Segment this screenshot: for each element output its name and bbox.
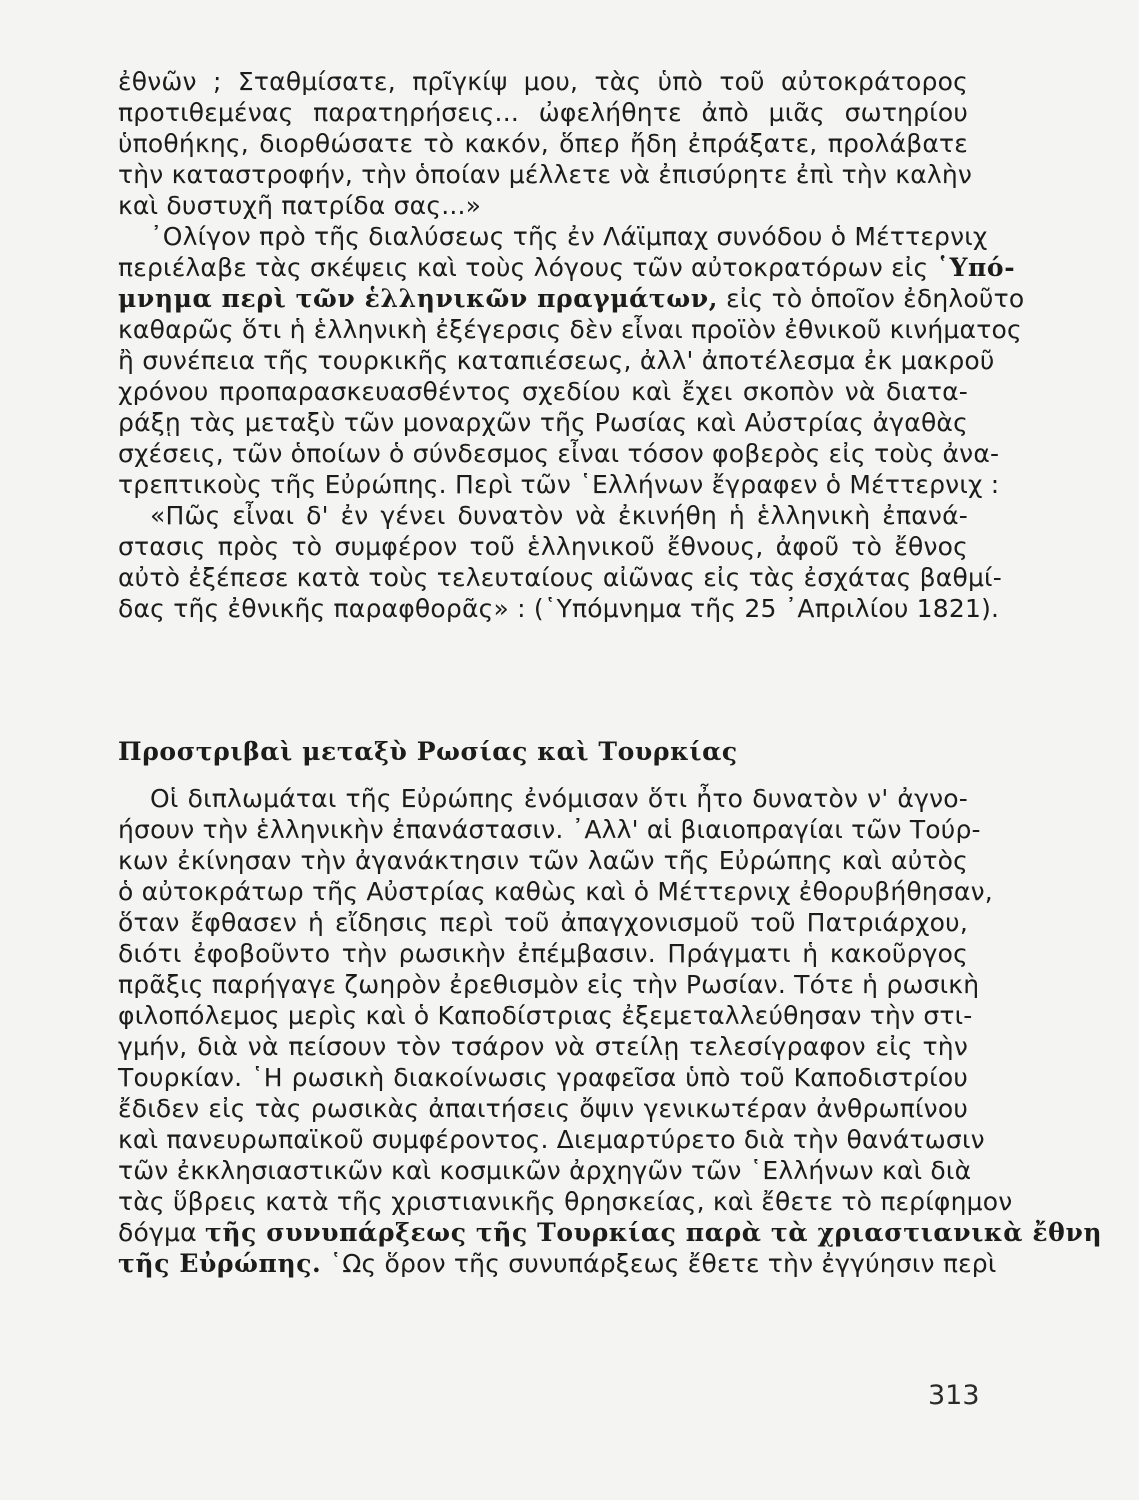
text-line (118, 252, 1016, 283)
text-line: προτιθεμένας παρατηρήσεις... ὠφελήθητε ἀπὸ μιᾶς σωτηρίου (118, 98, 968, 127)
text-line: γμήν, διὰ νὰ πείσουν τὸν τσάρον νὰ στείλῃ τελεσίγραφον εἰς τὴν (118, 1032, 968, 1061)
bold-title-run: μνημα περὶ τῶν ἑλληνικῶν πραγμάτων, (118, 284, 719, 313)
text-line: στασις πρὸς τὸ συμφέρον τοῦ ἑλληνικοῦ ἔθνους, ἀφοῦ τὸ ἔθνος (118, 532, 968, 561)
text-line (118, 1248, 997, 1279)
text-line: πρᾶξις παρήγαγε ζωηρὸν ἐρεθισμὸν εἰς τὴν Ρωσίαν. Τότε ἡ ρωσικὴ (118, 970, 980, 999)
text-line: δας τῆς ἐθνικῆς παραφθορᾶς» : (῾Υπόμνημα τῆς 25 ᾿Απριλίου 1821). (118, 594, 1000, 623)
text-line (118, 1217, 1103, 1248)
section-heading: Προστριβαὶ μεταξὺ Ρωσίας καὶ Τουρκίας (118, 737, 738, 766)
text-line: ράξῃ τὰς μεταξὺ τῶν μοναρχῶν τῆς Ρωσίας καὶ Αὐστρίας ἀγαθὰς (118, 408, 968, 437)
text-line: αὐτὸ ἐξέπεσε κατὰ τοὺς τελευταίους αἰῶνας εἰς τὰς ἐσχάτας βαθμί- (118, 563, 1002, 592)
text-line: ὁ αὐτοκράτωρ τῆς Αὐστρίας καθὼς καὶ ὁ Μέττερνιχ ἐθορυβήθησαν, (118, 877, 993, 906)
text-line: ὑποθήκης, διορθώσατε τὸ κακόν, ὅπερ ἤδη ἐπράξατε, προλάβατε (118, 129, 968, 158)
text-line: διότι ἐφοβοῦντο τὴν ρωσικὴν ἐπέμβασιν. Πράγματι ἡ κακοῦργος (118, 939, 968, 968)
text-line: φιλοπόλεμος μερὶς καὶ ὁ Καποδίστριας ἐξεμεταλλεύθησαν τὴν στι- (118, 1001, 973, 1030)
text-block-lower (118, 783, 1103, 1279)
text-line: χρόνου προπαρασκευασθέντος σχεδίου καὶ ἔχει σκοπὸν νὰ διατα- (118, 377, 968, 406)
text-line: ἔδιδεν εἰς τὰς ρωσικὰς ἀπαιτήσεις ὄψιν γενικωτέραν ἀνθρωπίνου (118, 1094, 968, 1123)
bold-phrase-run: τῆς συνυπάρξεως τῆς Τουρκίας παρὰ τὰ χριαστιανικὰ ἔθνη (204, 1218, 1103, 1247)
text-run: περιέλαβε τὰς σκέψεις καὶ τοὺς λόγους τῶν αὐτοκρατόρων εἰς (118, 253, 929, 282)
paragraph-start-line: Οἱ διπλωμάται τῆς Εὐρώπης ἐνόμισαν ὅτι ἦτο δυνατὸν ν' ἀγνο- (150, 784, 968, 813)
text-run: δόγμα (118, 1218, 197, 1247)
text-run: εἰς τὸ ὁποῖον ἐδηλοῦτο (726, 284, 1025, 313)
text-line: Τουρκίαν. ῾Η ρωσικὴ διακοίνωσις γραφεῖσα ὑπὸ τοῦ Καποδιστρίου (118, 1063, 968, 1092)
text-line: ἐθνῶν ; Σταθμίσατε, πρῖγκίψ μου, τὰς ὑπὸ τοῦ αὐτοκράτορος (118, 67, 968, 96)
text-line: τὴν καταστροφήν, τὴν ὁποίαν μέλλετε νὰ ἐπισύρητε ἐπὶ τὴν καλὴν (118, 160, 973, 189)
text-line: κων ἐκίνησαν τὴν ἀγανάκτησιν τῶν λαῶν τῆς Εὐρώπης καὶ αὐτὸς (118, 846, 968, 875)
text-line: τῶν ἐκκλησιαστικῶν καὶ κοσμικῶν ἀρχηγῶν τῶν ῾Ελλήνων καὶ διὰ (118, 1156, 972, 1185)
text-line: ὅταν ἔφθασεν ἡ εἴδησις περὶ τοῦ ἀπαγχονισμοῦ τοῦ Πατριάρχου, (118, 908, 968, 937)
text-line: καὶ δυστυχῆ πατρίδα σας...» (118, 191, 482, 220)
text-line (118, 283, 1025, 314)
text-line: ήσουν τὴν ἑλληνικὴν ἐπανάστασιν. ᾿Αλλ' αἱ βιαιοπραγίαι τῶν Τούρ- (118, 815, 981, 844)
text-line: ἢ συνέπεια τῆς τουρκικῆς καταπιέσεως, ἀλλ' ἀποτέλεσμα ἐκ μακροῦ (118, 346, 995, 375)
text-run: ῾Ως ὅρον τῆς συνυπάρξεως ἔθετε τὴν ἐγγύησιν περὶ (329, 1249, 997, 1278)
text-line: τρεπτικοὺς τῆς Εὐρώπης. Περὶ τῶν ῾Ελλήνων ἔγραφεν ὁ Μέττερνιχ : (118, 470, 1000, 499)
paragraph-start-line: ᾿Ολίγον πρὸ τῆς διαλύσεως τῆς ἐν Λάϊμπαχ συνόδου ὁ Μέττερνιχ (150, 222, 988, 251)
page-number: 313 (928, 1380, 980, 1411)
bold-phrase-run: τῆς Εὐρώπης. (118, 1249, 322, 1278)
text-block-upper (118, 66, 1025, 624)
text-line: τὰς ὕβρεις κατὰ τῆς χριστιανικῆς θρησκείας, καὶ ἔθετε τὸ περίφημον (118, 1187, 1013, 1216)
text-line: καθαρῶς ὅτι ἡ ἑλληνικὴ ἐξέγερσις δὲν εἶναι προϊὸν ἐθνικοῦ κινήματος (118, 315, 1022, 344)
quote-start-line: «Πῶς εἶναι δ' ἐν γένει δυνατὸν νὰ ἐκινήθη ἡ ἑλληνικὴ ἐπανά- (150, 501, 968, 530)
text-line: καὶ πανευρωπαϊκοῦ συμφέροντος. Διεμαρτύρετο διὰ τὴν θανάτωσιν (118, 1125, 985, 1154)
text-line: σχέσεις, τῶν ὁποίων ὁ σύνδεσμος εἶναι τόσον φοβερὸς εἰς τοὺς ἀνα- (118, 439, 1000, 468)
bold-title-run: ῾Υπό- (936, 253, 1016, 282)
